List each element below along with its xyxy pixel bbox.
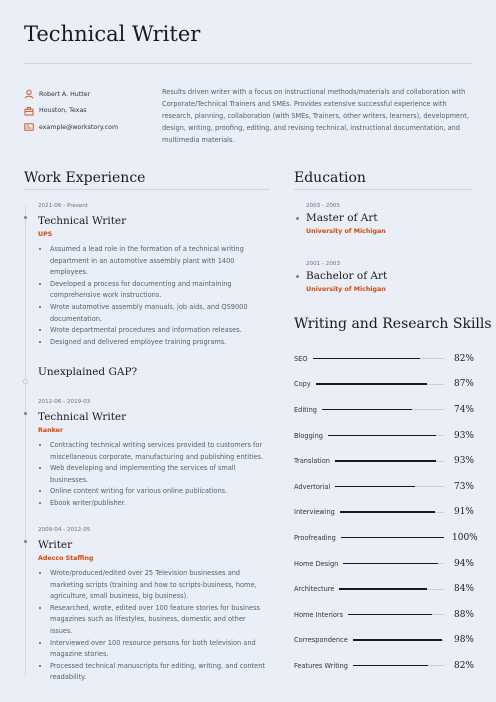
skill-bar-track	[335, 486, 444, 487]
skill-value: 84%	[453, 584, 474, 595]
timeline-dot	[24, 216, 27, 219]
job-bullets	[38, 244, 270, 348]
skill-row	[294, 346, 474, 372]
building-icon	[24, 106, 34, 116]
job-bullets	[38, 440, 270, 510]
job-company: Adecco Staffing	[38, 555, 94, 562]
skill-name: Blogging	[294, 431, 323, 440]
skill-bar-track	[343, 563, 444, 564]
skill-value: 91%	[453, 507, 474, 518]
skill-value: 93%	[453, 430, 474, 441]
job-entry	[38, 399, 270, 510]
job-bullet: • Researched, wrote, edited over 100 feature stories for business magazines such as lifestyles, business, domestic and other issues.	[50, 603, 270, 638]
skill-bar-track	[322, 409, 444, 410]
job-title: Technical Writer	[38, 215, 127, 227]
work-experience-title: Work Experience	[24, 170, 146, 186]
skill-bar-fill	[316, 383, 428, 385]
skill-name: Architecture	[294, 585, 335, 594]
skills-list	[294, 346, 478, 679]
timeline-line	[25, 206, 26, 676]
job-entry	[38, 203, 270, 348]
contact-location-row	[24, 103, 154, 119]
job-bullets	[38, 568, 270, 684]
skill-bar-fill	[353, 665, 428, 667]
job-company: UPS	[38, 231, 53, 238]
skill-value: 73%	[453, 481, 474, 492]
skill-row	[294, 576, 474, 602]
skill-value: 82%	[453, 660, 474, 671]
job-bullet: • Assumed a lead role in the formation of a technical writing department in an automotive assembly plant with 1400 employees.	[50, 244, 270, 279]
skill-bar-fill	[353, 639, 442, 641]
skills-title: Writing and Research Skills	[294, 316, 492, 332]
education-school: University of Michigan	[306, 228, 386, 235]
skill-name: Copy	[294, 380, 311, 389]
skill-row	[294, 372, 474, 398]
contact-name-row	[24, 86, 154, 102]
skill-name: Proofreading	[294, 533, 336, 542]
skill-bar-track	[341, 537, 444, 538]
job-bullet: • Wrote/produced/edited over 25 Television businesses and marketing scripts (training and how to scripts-business, home, agriculture, small business, big business).	[50, 568, 270, 603]
job-date: 2009-04 - 2012-05	[38, 527, 91, 533]
job-bullet: • Web developing and implementing the services of small businesses.	[50, 463, 270, 486]
skill-name: SEO	[294, 354, 308, 363]
contact-email[interactable]: example@workstory.com	[39, 123, 119, 131]
skill-value: 74%	[453, 404, 474, 415]
job-bullet: • Developed a process for documenting and maintaining comprehensive work instructions.	[50, 279, 270, 302]
skill-name: Home Design	[294, 559, 339, 568]
skill-row	[294, 551, 474, 577]
job-bullet: • Wrote automotive assembly manuals, job aids, and QS9000 documentation.	[50, 302, 270, 325]
skill-value: 94%	[453, 558, 474, 569]
skill-value: 88%	[453, 609, 474, 620]
job-date: 2012-06 - 2019-03	[38, 399, 91, 405]
skill-bar-track	[340, 512, 444, 513]
page-title: Technical Writer	[24, 22, 201, 46]
education-dot	[296, 217, 299, 220]
job-entry	[38, 527, 270, 684]
job-bullet: • Ebook writer/publisher.	[50, 498, 270, 510]
job-title: Writer	[38, 539, 73, 551]
skill-name: Editing	[294, 405, 317, 414]
skill-row	[294, 397, 474, 423]
skill-bar-fill	[328, 435, 436, 437]
education-date: 2001 - 2003	[306, 261, 341, 267]
timeline-dot	[24, 412, 27, 415]
skill-bar-track	[353, 665, 444, 666]
timeline-dot	[24, 540, 27, 543]
skill-bar-fill	[335, 486, 414, 488]
job-bullet: • Wrote departmental procedures and information releases.	[50, 325, 270, 337]
skill-bar-track	[348, 614, 444, 615]
contact-location: Houston, Texas	[39, 107, 87, 114]
skill-bar-fill	[341, 537, 444, 539]
skill-bar-fill	[313, 358, 421, 360]
job-bullet: • Interviewed over 100 resource persons for both television and magazine stories.	[50, 638, 270, 661]
education-entry	[306, 203, 476, 235]
skill-row	[294, 500, 474, 526]
skill-name: Translation	[294, 457, 330, 466]
gap-title: Unexplained GAP?	[38, 366, 138, 378]
job-date: 2021-06 - Present	[38, 203, 88, 209]
education-school: University of Michigan	[306, 286, 386, 293]
skill-row	[294, 525, 478, 551]
job-title: Technical Writer	[38, 411, 127, 423]
skill-bar-fill	[335, 460, 436, 462]
skill-row	[294, 474, 474, 500]
skill-name: Correspondence	[294, 636, 348, 645]
person-icon	[24, 89, 34, 99]
contact-name: Robert A. Hutter	[39, 90, 91, 98]
skill-bar-track	[353, 640, 444, 641]
skill-value: 100%	[452, 532, 478, 543]
skill-bar-fill	[348, 614, 432, 616]
education-dot	[296, 275, 299, 278]
skill-bar-fill	[339, 588, 427, 590]
skill-bar-fill	[322, 409, 412, 411]
skill-row	[294, 653, 474, 679]
skill-name: Features Writing	[294, 661, 348, 670]
skill-name: Advertorial	[294, 482, 331, 491]
job-bullet: • Designed and delivered employee training programs.	[50, 337, 270, 349]
job-bullet: • Online content writing for various online publications.	[50, 486, 270, 498]
skill-value: 87%	[453, 379, 474, 390]
timeline-gap-dot	[23, 379, 28, 384]
header-divider	[24, 63, 472, 64]
education-degree: Master of Art	[306, 212, 378, 224]
skill-bar-fill	[343, 563, 438, 565]
contact-block	[24, 86, 154, 135]
skill-value: 98%	[453, 635, 474, 646]
job-bullet: • Processed technical manuscripts for editing, writing, and content readability.	[50, 661, 270, 684]
skill-bar-track	[316, 384, 444, 385]
id-card-icon	[24, 122, 34, 132]
skill-row	[294, 602, 474, 628]
work-divider	[24, 189, 270, 190]
education-degree: Bachelor of Art	[306, 270, 388, 282]
skill-name: Interviewing	[294, 508, 335, 517]
skill-bar-track	[339, 589, 444, 590]
skill-bar-track	[313, 358, 444, 359]
skill-row	[294, 423, 474, 449]
skill-row	[294, 448, 474, 474]
skill-bar-track	[335, 461, 444, 462]
skill-name: Home Interiors	[294, 610, 344, 619]
education-entry	[306, 261, 476, 293]
contact-email-row[interactable]	[24, 119, 154, 135]
skill-bar-track	[328, 435, 444, 436]
skill-row	[294, 628, 474, 654]
profile-summary: Results driven writer with a focus on instructional methods/materials and collaboration with Corporate/Technical Trainers and SMEs. Provides extensive successful experience with research, planning, collaboration (with SMEs, Trainers, other writers, learners), development, design, writing, proofing, editing, and revising technical, instructional documentation, and multimedia materials.	[162, 88, 469, 144]
job-company: Ranker	[38, 427, 63, 434]
skill-bar-fill	[340, 511, 435, 513]
skill-value: 82%	[453, 353, 474, 364]
education-date: 2003 - 2005	[306, 203, 341, 209]
education-title: Education	[294, 170, 366, 186]
education-divider	[294, 189, 472, 190]
job-bullet: • Contracting technical writing services provided to customers for miscellaneous corporate, manufacturing and publishing entities.	[50, 440, 270, 463]
skill-value: 93%	[453, 456, 474, 467]
